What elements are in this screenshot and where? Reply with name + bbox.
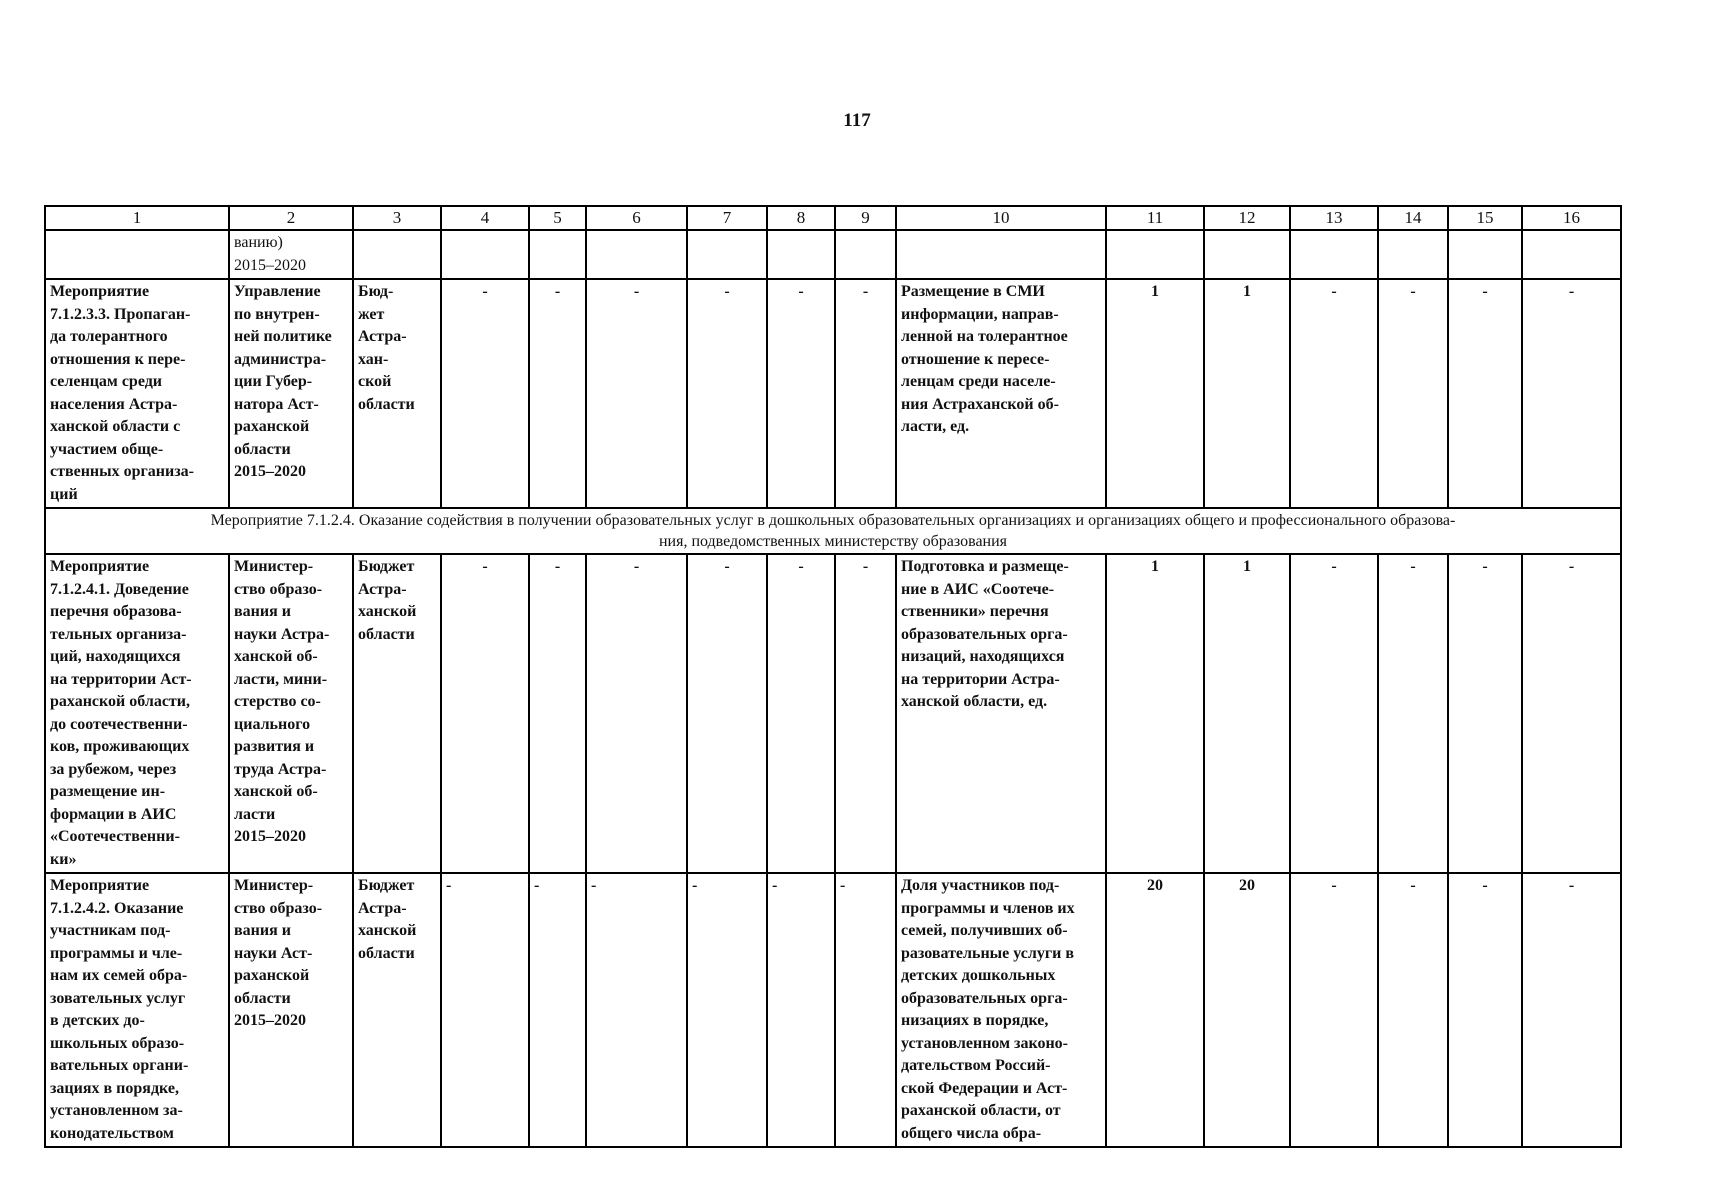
funding-source-cell: Бюджет Астра- ханской области [353, 554, 441, 873]
table-row [45, 554, 1621, 873]
funding-source-cell: Бюд- жет Астра- хан- ской области [353, 279, 441, 508]
col-header-1: 1 [45, 206, 229, 230]
value-cell: - [1378, 279, 1448, 508]
col-header-12: 12 [1204, 206, 1290, 230]
indicator-cell: Размещение в СМИ информации, направ- ленной на толерантное отношение к пересе- ленцам среди населе- ния Астраханской об- ласти, ед. [896, 279, 1106, 508]
value-cell: - [1290, 873, 1378, 1147]
cont-executor-cell: ванию) 2015–2020 [229, 230, 353, 279]
value-cell: - [1290, 279, 1378, 508]
empty-cell [441, 230, 529, 279]
executor-cell: Министер- ство образо- вания и науки Аст- раханской области 2015–2020 [229, 873, 353, 1147]
value-cell: 1 [1106, 279, 1204, 508]
value-cell: - [687, 554, 767, 873]
value-cell: 1 [1204, 554, 1290, 873]
value-cell: - [767, 279, 835, 508]
program-table [44, 205, 1622, 1148]
column-number-row [45, 206, 1621, 230]
value-cell: - [441, 554, 529, 873]
value-cell: 1 [1204, 279, 1290, 508]
value-cell: - [835, 554, 896, 873]
col-header-13: 13 [1290, 206, 1378, 230]
value-cell: 20 [1106, 873, 1204, 1147]
empty-cell [1522, 230, 1621, 279]
col-header-11: 11 [1106, 206, 1204, 230]
col-header-2: 2 [229, 206, 353, 230]
value-cell: - [1448, 873, 1522, 1147]
executor-cell: Управление по внутрен- ней политике администра- ции Губер- натора Аст- раханской области 2015–2020 [229, 279, 353, 508]
col-header-14: 14 [1378, 206, 1448, 230]
value-cell: - [586, 873, 687, 1147]
value-cell: - [1378, 873, 1448, 1147]
continuation-row [45, 230, 1621, 279]
page-number: 117 [843, 110, 871, 131]
empty-cell [1448, 230, 1522, 279]
table-row [45, 279, 1621, 508]
value-cell: - [586, 279, 687, 508]
empty-cell [835, 230, 896, 279]
col-header-8: 8 [767, 206, 835, 230]
col-header-16: 16 [1522, 206, 1621, 230]
col-header-3: 3 [353, 206, 441, 230]
funding-source-cell: Бюджет Астра- ханской области [353, 873, 441, 1147]
value-cell: - [529, 554, 586, 873]
value-cell: - [529, 279, 586, 508]
empty-cell [896, 230, 1106, 279]
value-cell: - [835, 279, 896, 508]
empty-cell [1106, 230, 1204, 279]
activity-cell: Мероприятие 7.1.2.4.1. Доведение перечня образова- тельных организа- ций, находящихся на территории Аст- раханской области, до соотечественни- ков, проживающих за рубежом, через размещение ин- формации в АИС «Соотечественни- ки» [45, 554, 229, 873]
section-heading-row [45, 508, 1621, 554]
empty-cell [353, 230, 441, 279]
value-cell: 1 [1106, 554, 1204, 873]
indicator-cell: Подготовка и размеще- ние в АИС «Соотече- ственники» перечня образовательных орга- низаций, находящихся на территории Астра- ханской области, ед. [896, 554, 1106, 873]
value-cell: - [767, 554, 835, 873]
empty-cell [529, 230, 586, 279]
value-cell: - [586, 554, 687, 873]
value-cell: - [441, 873, 529, 1147]
executor-cell: Министер- ство образо- вания и науки Астра- ханской об- ласти, мини- стерство со- циального развития и труда Астра- ханской об- ласти 2015–2020 [229, 554, 353, 873]
col-header-9: 9 [835, 206, 896, 230]
value-cell: - [687, 873, 767, 1147]
value-cell: - [835, 873, 896, 1147]
empty-cell [586, 230, 687, 279]
value-cell: - [1290, 554, 1378, 873]
section-heading: Мероприятие 7.1.2.4. Оказание содействия в получении образовательных услуг в дошкольных образовательных организациях и организациях общего и профессионального образова- ния, подведомственных министерству образования [45, 508, 1621, 554]
value-cell: - [529, 873, 586, 1147]
empty-cell [767, 230, 835, 279]
col-header-4: 4 [441, 206, 529, 230]
cont-activity-cell [45, 230, 229, 279]
col-header-5: 5 [529, 206, 586, 230]
empty-cell [1378, 230, 1448, 279]
value-cell: 20 [1204, 873, 1290, 1147]
col-header-10: 10 [896, 206, 1106, 230]
value-cell: - [1522, 554, 1621, 873]
value-cell: - [1522, 873, 1621, 1147]
value-cell: - [767, 873, 835, 1147]
col-header-7: 7 [687, 206, 767, 230]
col-header-6: 6 [586, 206, 687, 230]
value-cell: - [1448, 279, 1522, 508]
value-cell: - [1378, 554, 1448, 873]
table-row [45, 873, 1621, 1147]
value-cell: - [687, 279, 767, 508]
activity-cell: Мероприятие 7.1.2.3.3. Пропаган- да толерантного отношения к пере- селенцам среди населения Астра- ханской области с участием обще- ственных организа- ций [45, 279, 229, 508]
value-cell: - [1448, 554, 1522, 873]
value-cell: - [441, 279, 529, 508]
activity-cell: Мероприятие 7.1.2.4.2. Оказание участникам под- программы и чле- нам их семей обра- зовательных услуг в детских до- школьных образо- вательных органи- зациях в порядке, установленном за- конодательством [45, 873, 229, 1147]
value-cell: - [1522, 279, 1621, 508]
col-header-15: 15 [1448, 206, 1522, 230]
empty-cell [1290, 230, 1378, 279]
indicator-cell: Доля участников под- программы и членов их семей, получивших об- разовательные услуги в детских дошкольных образовательных орга- низациях в порядке, установленном законо- дательством Россий- ской Федерации и Аст- раханской области, от общего числа обра- [896, 873, 1106, 1147]
empty-cell [687, 230, 767, 279]
empty-cell [1204, 230, 1290, 279]
